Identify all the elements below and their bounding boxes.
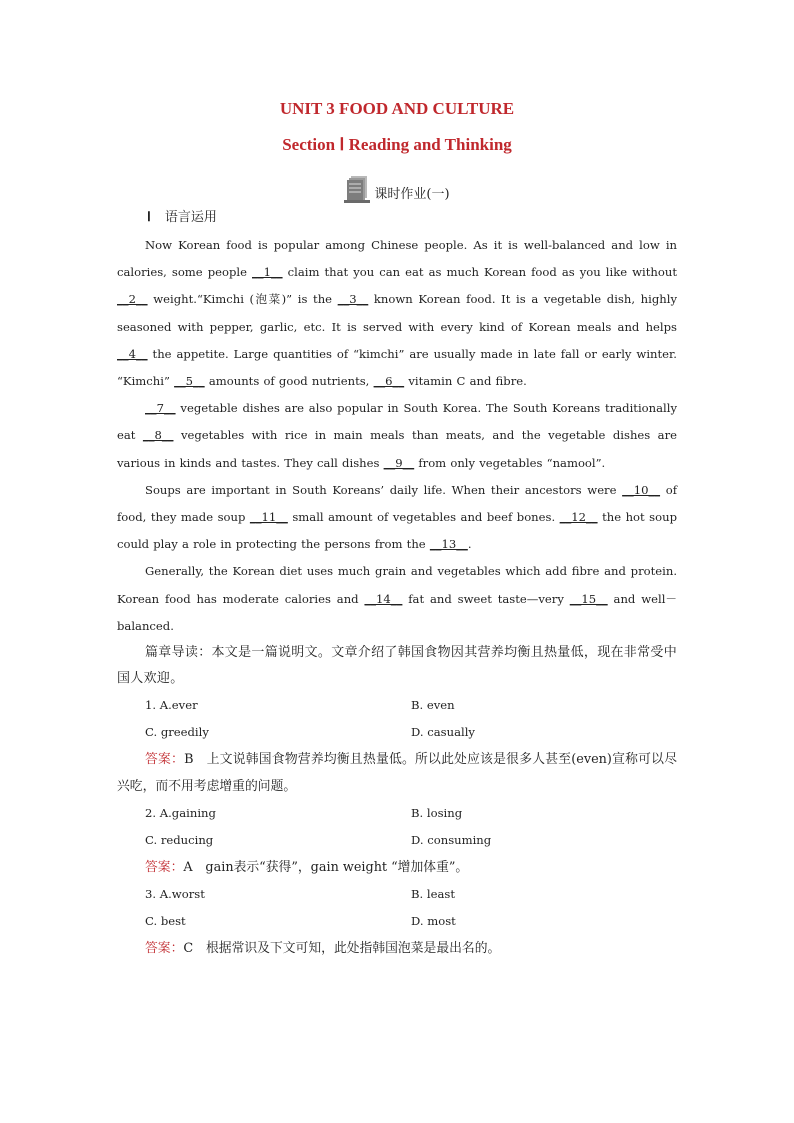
answer-explanation bbox=[117, 854, 677, 881]
option-c: C. best bbox=[145, 914, 186, 929]
homework-heading bbox=[117, 170, 677, 204]
question-1 bbox=[117, 692, 677, 800]
blank-2: __2__ bbox=[117, 292, 148, 307]
passage-paragraph-4: Generally, the Korean diet uses much grain and vegetables which add fibre and protein. Korean food has moderate calories and __14__ fat and sweet taste—very __15__ and well－balanced. bbox=[117, 564, 677, 633]
worksheet-page bbox=[117, 96, 677, 962]
question-3 bbox=[117, 881, 677, 962]
option-row bbox=[117, 881, 677, 908]
blank-15: __15__ bbox=[569, 591, 608, 606]
answer-explanation bbox=[117, 746, 677, 800]
blank-10: __10__ bbox=[622, 482, 661, 497]
blank-5: __5__ bbox=[174, 374, 205, 389]
answer-text: C 根据常识及下文可知，此处指韩国泡菜是最出名的。 bbox=[183, 941, 501, 957]
part-heading bbox=[117, 206, 677, 228]
option-row bbox=[117, 827, 677, 854]
answer-label: 答案： bbox=[145, 752, 185, 768]
option-a: 1. A.ever bbox=[145, 698, 198, 713]
option-row bbox=[117, 719, 677, 746]
section-title: Section Ⅰ Reading and Thinking bbox=[282, 135, 512, 154]
blank-1: __1__ bbox=[252, 265, 283, 280]
option-row bbox=[117, 908, 677, 935]
blank-3: __3__ bbox=[337, 292, 369, 307]
blank-11: __11__ bbox=[249, 510, 288, 525]
passage-paragraph-2: __7__ vegetable dishes are also popular in South Korea. The South Koreans traditionally eat __8__ vegetables with rice in main meals than meats, and the vegetable dishes are various in kinds and tastes. They call dishes __9__ from only vegetables “namool”. bbox=[117, 401, 677, 470]
homework-label: 课时作业(一) bbox=[374, 187, 450, 202]
answer-text: B 上文说韩国食物营养均衡且热量低。所以此处应该是很多人甚至(even)宣称可以尽兴吃，而不用考虑增重的问题。 bbox=[117, 752, 677, 795]
question-2 bbox=[117, 800, 677, 881]
passage-guide: 篇章导读：本文是一篇说明文。文章介绍了韩国食物因其营养均衡且热量低，现在非常受中国人欢迎。 bbox=[117, 645, 678, 687]
book-icon bbox=[344, 174, 370, 204]
unit-title: UNIT 3 FOOD AND CULTURE bbox=[279, 99, 515, 118]
blank-13: __13__ bbox=[429, 537, 468, 552]
option-c: C. reducing bbox=[145, 833, 214, 848]
part-number: Ⅰ bbox=[147, 209, 151, 224]
blank-14: __14__ bbox=[364, 591, 403, 606]
option-b: B. even bbox=[411, 698, 455, 713]
blank-4: __4__ bbox=[117, 346, 148, 361]
option-d: D. casually bbox=[411, 725, 475, 740]
option-a: 2. A.gaining bbox=[145, 806, 216, 821]
blank-8: __8__ bbox=[142, 428, 174, 443]
option-d: D. consuming bbox=[411, 833, 492, 848]
option-row bbox=[117, 800, 677, 827]
blank-9: __9__ bbox=[383, 455, 415, 470]
part-label: 语言运用 bbox=[164, 210, 217, 225]
answer-text: A gain表示“获得”，gain weight “增加体重”。 bbox=[183, 860, 469, 876]
blank-12: __12__ bbox=[559, 510, 598, 525]
passage-paragraph-3: Soups are important in South Koreans’ daily life. When their ancestors were __10__ of food, they made soup __11__ small amount of vegetables and beef bones. __12__ the hot soup could play a role in protecting the persons from the __13__. bbox=[117, 482, 677, 552]
passage-paragraph-1: Now Korean food is popular among Chinese people. As it is well-balanced and low in calories, some people __1__ claim that you can eat as much Korean food as you like without __2__ weight.“Kimchi (泡菜)” is the __3__ known Korean food. It is a vegetable dish, highly seasoned with pepper, garlic, etc. It is served with every kind of Korean meals and helps __4__ the appetite. Large quantities of “kimchi” are usually made in late fall or early winter. “Kimchi” __5__ amounts of good nutrients, __6__ vitamin C and fibre. bbox=[117, 238, 677, 389]
option-c: C. greedily bbox=[145, 725, 209, 740]
option-b: B. least bbox=[411, 887, 455, 902]
option-d: D. most bbox=[411, 914, 456, 929]
option-b: B. losing bbox=[411, 806, 463, 821]
option-a: 3. A.worst bbox=[145, 887, 205, 902]
answer-explanation bbox=[117, 935, 677, 962]
option-row bbox=[117, 692, 677, 719]
blank-6: __6__ bbox=[373, 374, 405, 389]
answer-label: 答案： bbox=[145, 860, 184, 876]
blank-7: __7__ bbox=[145, 401, 176, 416]
answer-label: 答案： bbox=[145, 941, 184, 957]
